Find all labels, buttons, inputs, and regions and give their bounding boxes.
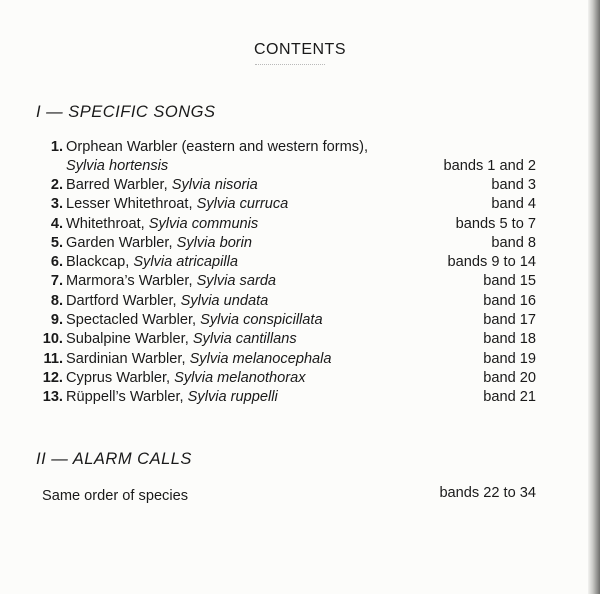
list-item-continuation xyxy=(0,157,600,176)
entry-band: band 3 xyxy=(491,177,536,193)
alarm-calls-band: bands 22 to 34 xyxy=(439,485,536,501)
list-item xyxy=(0,388,600,407)
entry-band: band 4 xyxy=(491,196,536,213)
entry-name xyxy=(66,234,252,253)
entry-band: band 19 xyxy=(483,350,536,367)
entry-common-name: Sardinian Warbler, xyxy=(66,350,190,367)
entry-common-name: Spectacled Warbler, xyxy=(66,312,201,329)
list-item xyxy=(0,138,600,157)
entry-number: 12. xyxy=(42,369,63,386)
list-item xyxy=(0,234,600,253)
entry-common-name: Barred Warbler, xyxy=(66,177,172,193)
entry-common-name: Subalpine Warbler, xyxy=(66,331,193,348)
list-item xyxy=(0,350,600,369)
list-item xyxy=(0,311,600,330)
entry-common-name: Rüppell’s Warbler, xyxy=(66,389,188,406)
entry-name xyxy=(66,195,288,214)
entry-common-name: Dartford Warbler, xyxy=(66,292,181,309)
entries-list xyxy=(0,138,600,408)
section-heading-alarm-calls: II — ALARM CALLS xyxy=(36,450,192,468)
entry-band: band 18 xyxy=(483,331,536,348)
entry-common-name: Garden Warbler, xyxy=(66,234,177,251)
entry-common-name: Whitethroat, xyxy=(66,215,149,232)
entry-number: 7. xyxy=(50,273,63,290)
entry-common-name: Lesser Whitethroat, xyxy=(66,196,197,213)
entry-scientific-name: Sylvia borin xyxy=(176,234,253,251)
entry-name xyxy=(66,215,258,234)
entry-band: bands 1 and 2 xyxy=(443,158,536,174)
entry-scientific-name: Sylvia curruca xyxy=(196,196,289,213)
entry-name xyxy=(66,292,268,311)
list-item xyxy=(0,176,600,195)
entry-band: band 15 xyxy=(483,273,536,290)
list-item xyxy=(0,369,600,388)
entry-scientific-name: Sylvia nisoria xyxy=(171,177,258,193)
entry-name: Orphean Warbler (eastern and western forms), xyxy=(66,139,368,155)
entry-name xyxy=(66,176,258,195)
alarm-calls-text: Same order of species xyxy=(42,488,189,504)
title-rule xyxy=(255,64,325,65)
entry-scientific-name: Sylvia communis xyxy=(148,215,259,232)
list-item xyxy=(0,195,600,214)
entry-band: band 21 xyxy=(483,389,536,406)
entry-band: band 17 xyxy=(483,312,536,329)
entry-common-name: Cyprus Warbler, xyxy=(66,369,175,386)
entry-number: 2. xyxy=(50,177,63,193)
section-heading-specific-songs: I — SPECIFIC SONGS xyxy=(36,103,216,121)
entry-band: band 16 xyxy=(483,292,536,309)
list-item xyxy=(0,330,600,349)
entry-band: bands 5 to 7 xyxy=(455,215,536,232)
entry-scientific-name: Sylvia ruppelli xyxy=(187,389,278,406)
entry-number: 4. xyxy=(50,215,63,232)
entry-number: 11. xyxy=(43,350,63,367)
entry-name xyxy=(66,350,332,369)
entry-number: 6. xyxy=(50,254,63,271)
entry-scientific-name: Sylvia atricapilla xyxy=(133,254,238,271)
entry-scientific-name: Sylvia melanothorax xyxy=(174,369,306,386)
entry-scientific-name: Sylvia melanocephala xyxy=(189,350,332,367)
entry-number: 5. xyxy=(50,234,63,251)
entry-number: 10. xyxy=(42,331,63,348)
entry-band: bands 9 to 14 xyxy=(447,254,536,271)
entry-number: 9. xyxy=(50,312,63,329)
entry-name xyxy=(66,330,297,349)
entry-common-name: Blackcap, xyxy=(66,254,134,271)
entry-scientific-name: Sylvia sarda xyxy=(196,273,277,290)
entry-scientific-name: Sylvia hortensis xyxy=(66,158,169,174)
entry-scientific-name: Sylvia cantillans xyxy=(192,331,297,348)
entry-number: 3. xyxy=(50,196,63,213)
page-title: CONTENTS xyxy=(254,41,346,58)
list-item xyxy=(0,292,600,311)
entry-number: 8. xyxy=(50,292,63,309)
entry-name xyxy=(66,311,323,330)
entry-name xyxy=(66,369,306,388)
entry-name xyxy=(66,388,278,407)
entry-name xyxy=(66,272,276,291)
list-item xyxy=(0,215,600,234)
entry-number: 13. xyxy=(42,389,63,406)
entry-common-name: Marmora’s Warbler, xyxy=(66,273,197,290)
list-item xyxy=(0,272,600,291)
entry-name xyxy=(66,253,238,272)
entry-scientific-name: Sylvia conspicillata xyxy=(200,312,323,329)
list-item xyxy=(0,253,600,272)
entry-number: 1. xyxy=(50,139,63,155)
entry-band: band 8 xyxy=(491,234,536,251)
entry-scientific-name: Sylvia undata xyxy=(180,292,269,309)
page-edge-shadow xyxy=(588,0,600,594)
entry-band: band 20 xyxy=(483,369,536,386)
